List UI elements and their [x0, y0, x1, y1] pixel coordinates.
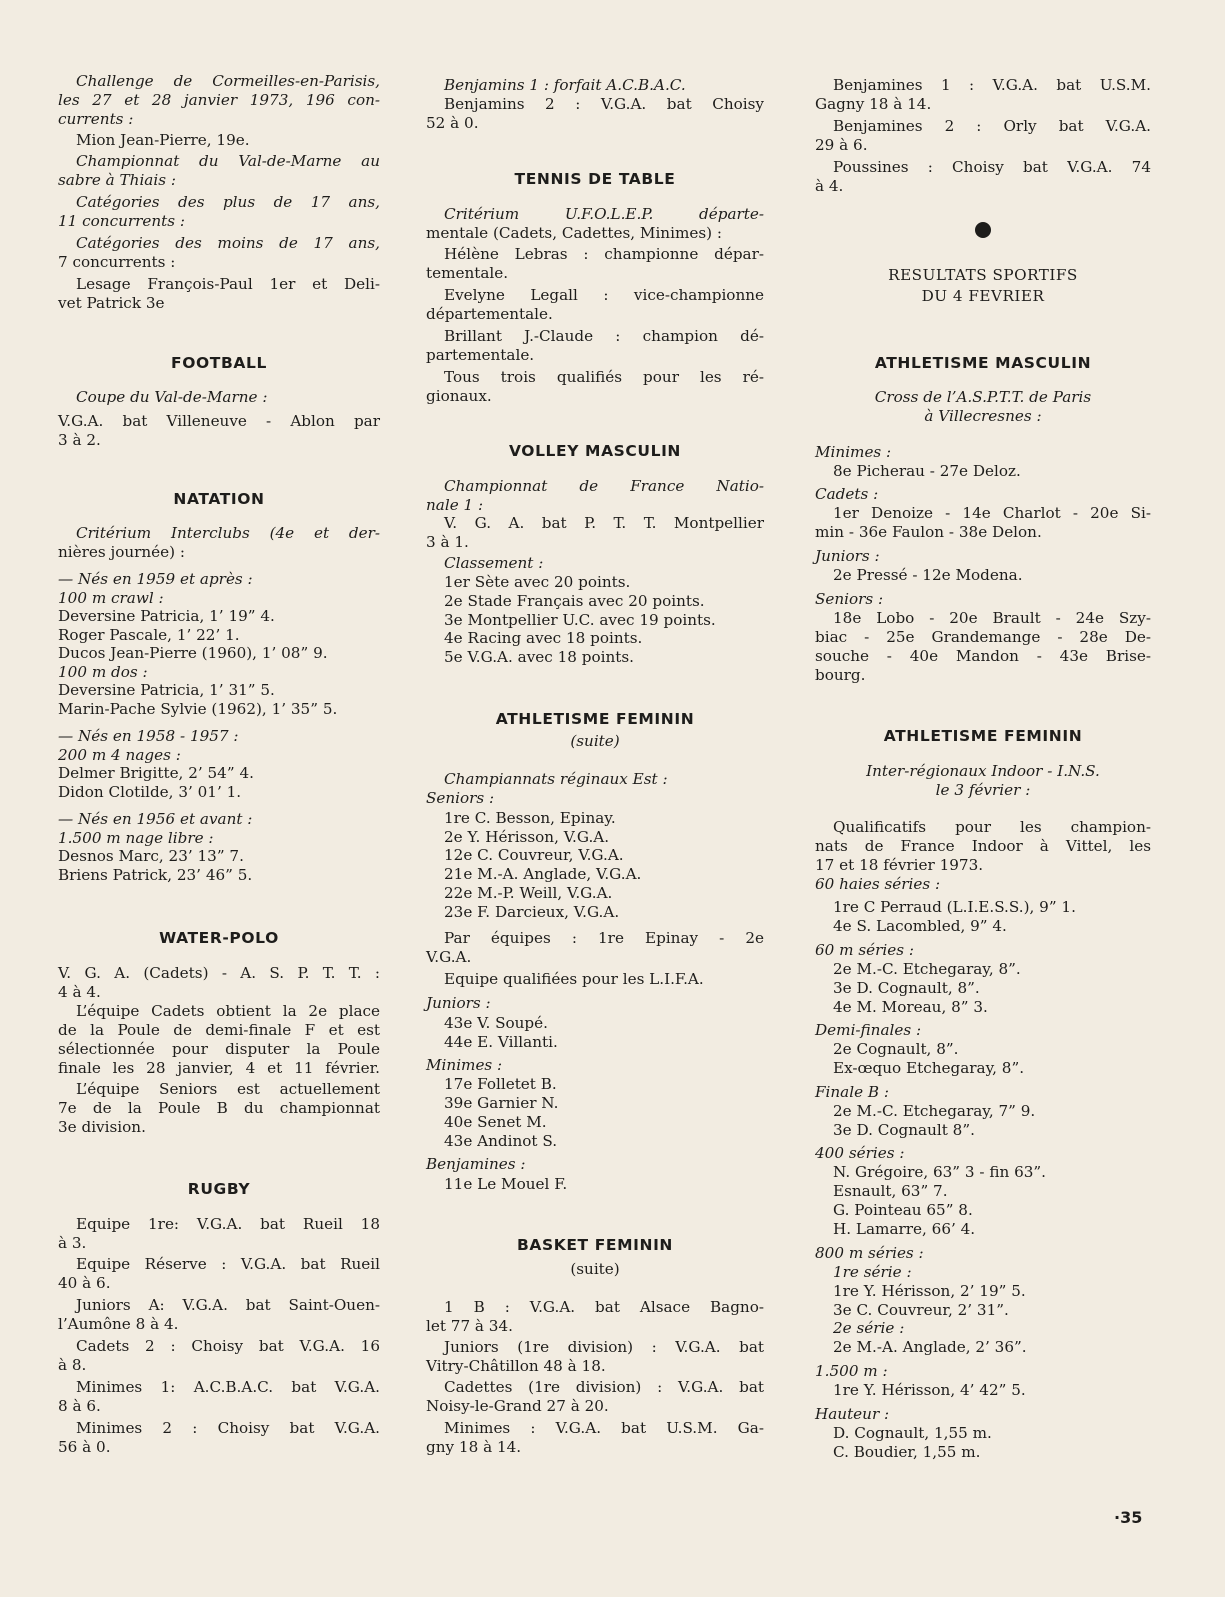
challenge-line-3: currents : — [58, 110, 134, 128]
criterium-line-1: Critérium Interclubs (4e et der- — [76, 524, 380, 542]
helene-2: tementale. — [426, 264, 509, 282]
rugby-line: Equipe Réserve : V.G.A. bat Rueil — [76, 1255, 380, 1273]
swim-result: Deversine Patricia, 1’ 31” 5. — [58, 681, 275, 699]
swim-event: 100 m dos : — [58, 663, 148, 681]
football-heading: FOOTBALL — [171, 354, 267, 372]
brillant-2: partementale. — [426, 346, 535, 364]
challenge-line-2: les 27 et 28 janvier 1973, 196 con- — [58, 91, 380, 109]
minimes-label: Minimes : — [426, 1056, 503, 1074]
waterpolo-para-4: finale les 28 janvier, 4 et 11 février. — [58, 1059, 380, 1077]
rugby-line: 56 à 0. — [58, 1438, 111, 1456]
waterpolo-heading: WATER-POLO — [159, 929, 279, 947]
senior-row: 23e F. Darcieux, V.G.A. — [444, 903, 620, 921]
fem-result: 1re Y. Hérisson, 4’ 42” 5. — [833, 1381, 1026, 1399]
resultats-title-1: RESULTATS SPORTIFS — [888, 266, 1078, 284]
fem-result: 2e M.-C. Etchegaray, 7” 9. — [833, 1102, 1036, 1120]
masc-category: Cadets : — [815, 485, 879, 503]
benjamins-2-line-1: Benjamins 2 : V.G.A. bat Choisy — [444, 95, 764, 113]
brillant-1: Brillant J.-Claude : champion dé- — [444, 327, 764, 345]
swim-result: Briens Patrick, 23’ 46” 5. — [58, 866, 253, 884]
basket-feminin-heading: BASKET FEMININ — [516, 1236, 674, 1254]
rugby-line: 8 à 6. — [58, 1397, 101, 1415]
fem-result: 1re Y. Hérisson, 2’ 19” 5. — [833, 1282, 1026, 1300]
rugby-line: Minimes 1: A.C.B.A.C. bat V.G.A. — [76, 1378, 380, 1396]
fem-result: Esnault, 63” 7. — [833, 1182, 948, 1200]
tous-1: Tous trois qualifiés pour les ré- — [444, 368, 764, 386]
qualificatifs-2: nats de France Indoor à Vittel, les — [815, 837, 1151, 855]
rugby-line: l’Aumône 8 à 4. — [58, 1315, 179, 1333]
par-equipes-1: Par équipes : 1re Epinay - 2e — [444, 929, 764, 947]
par-equipes-2: V.G.A. — [426, 948, 472, 966]
cat17plus-line-2: 11 concurrents : — [58, 212, 186, 230]
senior-row: 1re C. Besson, Epinay. — [444, 809, 616, 827]
swim-result: Didon Clotilde, 3’ 01’ 1. — [58, 783, 242, 801]
masc-result: 2e Pressé - 12e Modena. — [833, 566, 1023, 584]
masc-result: bourg. — [815, 666, 866, 684]
volley-champ-1: Championnat de France Natio- — [444, 477, 764, 495]
masc-result: 1er Denoize - 14e Charlot - 20e Si- — [833, 504, 1151, 522]
evelyne-1: Evelyne Legall : vice-championne — [444, 286, 764, 304]
lesage-line-1: Lesage François-Paul 1er et Deli- — [76, 275, 380, 293]
minime-row: 43e Andinot S. — [444, 1132, 558, 1150]
benjamines-label: Benjamines : — [426, 1155, 526, 1173]
cat17moins-line-1: Catégories des moins de 17 ans, — [76, 234, 380, 252]
criterium-line-2: nières journée) : — [58, 543, 186, 561]
championnats-regionaux: Champiannats réginaux Est : — [444, 770, 668, 788]
basket-suite: (suite) — [570, 1260, 620, 1278]
bullet-separator — [975, 222, 991, 238]
top-line: Benjamines 1 : V.G.A. bat U.S.M. — [833, 76, 1151, 94]
basket-line: gny 18 à 14. — [426, 1438, 522, 1456]
waterpolo-para-5: L’équipe Seniors est actuellement — [76, 1080, 380, 1098]
classement-row: 3e Montpellier U.C. avec 19 points. — [444, 611, 716, 629]
fem-event: Hauteur : — [815, 1405, 890, 1423]
lesage-line-2: vet Patrick 3e — [58, 294, 165, 312]
waterpolo-line-1: V. G. A. (Cadets) - A. S. P. T. T. : — [58, 964, 380, 982]
swim-event: 1.500 m nage libre : — [58, 829, 214, 847]
swim-result: Delmer Brigitte, 2’ 54” 4. — [58, 764, 254, 782]
fem-result: 4e M. Moreau, 8” 3. — [833, 998, 988, 1016]
rugby-line: Cadets 2 : Choisy bat V.G.A. 16 — [76, 1337, 380, 1355]
senior-row: 22e M.-P. Weill, V.G.A. — [444, 884, 613, 902]
fem-result: Ex-œquo Etchegaray, 8”. — [833, 1059, 1025, 1077]
swim-result: Deversine Patricia, 1’ 19” 4. — [58, 607, 275, 625]
athletisme-feminin-suite: (suite) — [570, 732, 620, 750]
fem-result: 2e M.-C. Etchegaray, 8”. — [833, 960, 1021, 978]
classement-row: 2e Stade Français avec 20 points. — [444, 592, 705, 610]
benjamine-row: 11e Le Mouel F. — [444, 1175, 568, 1193]
top-line: 29 à 6. — [815, 136, 868, 154]
fem-result: 3e D. Cognault 8”. — [833, 1121, 975, 1139]
seniors-label: Seniors : — [426, 789, 495, 807]
coupe-val-de-marne: Coupe du Val-de-Marne : — [76, 388, 268, 406]
serie-label: 1re série : — [833, 1263, 912, 1281]
fem-result: 4e S. Lacombled, 9” 4. — [833, 917, 1007, 935]
waterpolo-para-7: 3e division. — [58, 1118, 146, 1136]
fem-event: 60 haies séries : — [815, 875, 941, 893]
senior-row: 2e Y. Hérisson, V.G.A. — [444, 828, 610, 846]
fem-result: 3e D. Cognault, 8”. — [833, 979, 980, 997]
fem-result: D. Cognault, 1,55 m. — [833, 1424, 992, 1442]
fem-result: C. Boudier, 1,55 m. — [833, 1443, 981, 1461]
tennis-heading: TENNIS DE TABLE — [514, 170, 676, 188]
masc-result: 8e Picherau - 27e Deloz. — [833, 462, 1021, 480]
tous-2: gionaux. — [426, 387, 492, 405]
rugby-line: Minimes 2 : Choisy bat V.G.A. — [76, 1419, 380, 1437]
masc-category: Seniors : — [815, 590, 884, 608]
fem-result: 3e C. Couvreur, 2’ 31”. — [833, 1301, 1009, 1319]
volley-result-1: V. G. A. bat P. T. T. Montpellier — [444, 514, 764, 532]
criterium-ufolep-2: mentale (Cadets, Cadettes, Minimes) : — [426, 224, 722, 242]
swim-result: Ducos Jean-Pierre (1960), 1’ 08” 9. — [58, 644, 328, 662]
football-result-line-2: 3 à 2. — [58, 431, 101, 449]
champ-line-1: Championnat du Val-de-Marne au — [76, 152, 380, 170]
swim-event: 200 m 4 nages : — [58, 746, 181, 764]
helene-1: Hélène Lebras : championne dépar- — [444, 245, 764, 263]
top-line: à 4. — [815, 177, 844, 195]
resultats-title-2: DU 4 FEVRIER — [921, 287, 1045, 305]
fem-result: N. Grégoire, 63” 3 - fin 63”. — [833, 1163, 1047, 1181]
swim-category: — Nés en 1958 - 1957 : — [58, 727, 239, 745]
mion-result: Mion Jean-Pierre, 19e. — [76, 131, 250, 149]
natation-heading: NATATION — [173, 490, 265, 508]
fem-result: 2e M.-A. Anglade, 2’ 36”. — [833, 1338, 1027, 1356]
benjamins-2-line-2: 52 à 0. — [426, 114, 479, 132]
page-number: ·35 — [1114, 1508, 1143, 1527]
fem-event: 800 m séries : — [815, 1244, 924, 1262]
fem-result: 2e Cognault, 8”. — [833, 1040, 959, 1058]
athletisme-feminin-heading-2: ATHLETISME FEMININ — [883, 727, 1083, 745]
inter-regionaux-1: Inter-régionaux Indoor - I.N.S. — [866, 762, 1100, 780]
minime-row: 39e Garnier N. — [444, 1094, 559, 1112]
fem-result: G. Pointeau 65” 8. — [833, 1201, 973, 1219]
rugby-line: Juniors A: V.G.A. bat Saint-Ouen- — [76, 1296, 380, 1314]
waterpolo-para-3: sélectionnée pour disputer la Poule — [58, 1040, 380, 1058]
rugby-line: à 8. — [58, 1356, 87, 1374]
football-result-line-1: V.G.A. bat Villeneuve - Ablon par — [58, 412, 380, 430]
fem-result: 1re C Perraud (L.I.E.S.S.), 9” 1. — [833, 898, 1076, 916]
basket-line: Noisy-le-Grand 27 à 20. — [426, 1397, 609, 1415]
classement-row: 1er Sète avec 20 points. — [444, 573, 631, 591]
senior-row: 12e C. Couvreur, V.G.A. — [444, 846, 624, 864]
fem-result: H. Lamarre, 66’ 4. — [833, 1220, 976, 1238]
swim-category: — Nés en 1956 et avant : — [58, 810, 253, 828]
basket-line: Minimes : V.G.A. bat U.S.M. Ga- — [444, 1419, 764, 1437]
cross-line-1: Cross de l’A.S.P.T.T. de Paris — [874, 388, 1092, 406]
champ-line-2: sabre à Thiais : — [58, 171, 176, 189]
rugby-heading: RUGBY — [187, 1180, 251, 1198]
waterpolo-para-2: de la Poule de demi-finale F et est — [58, 1021, 380, 1039]
junior-row: 43e V. Soupé. — [444, 1014, 548, 1032]
volley-champ-2: nale 1 : — [426, 496, 484, 514]
rugby-line: Equipe 1re: V.G.A. bat Rueil 18 — [76, 1215, 380, 1233]
junior-row: 44e E. Villanti. — [444, 1033, 558, 1051]
juniors-label: Juniors : — [426, 994, 491, 1012]
benjamins-1: Benjamins 1 : forfait A.C.B.A.C. — [444, 76, 686, 94]
top-line: Benjamines 2 : Orly bat V.G.A. — [833, 117, 1151, 135]
waterpolo-line-2: 4 à 4. — [58, 983, 101, 1001]
cat17plus-line-1: Catégories des plus de 17 ans, — [76, 193, 380, 211]
fem-event: Finale B : — [815, 1083, 890, 1101]
senior-row: 21e M.-A. Anglade, V.G.A. — [444, 865, 642, 883]
criterium-ufolep-1: Critérium U.F.O.L.E.P. départe- — [444, 205, 764, 223]
volley-heading: VOLLEY MASCULIN — [508, 442, 682, 460]
basket-line: Juniors (1re division) : V.G.A. bat — [444, 1338, 764, 1356]
swim-result: Roger Pascale, 1’ 22’ 1. — [58, 626, 240, 644]
cat17moins-line-2: 7 concurrents : — [58, 253, 176, 271]
rugby-line: à 3. — [58, 1234, 87, 1252]
qualificatifs-3: 17 et 18 février 1973. — [815, 856, 984, 874]
swim-event: 100 m crawl : — [58, 589, 164, 607]
swim-category: — Nés en 1959 et après : — [58, 570, 253, 588]
classement-row: 4e Racing avec 18 points. — [444, 629, 643, 647]
inter-regionaux-2: le 3 février : — [935, 781, 1031, 799]
cross-line-2: à Villecresnes : — [924, 407, 1042, 425]
fem-event: 1.500 m : — [815, 1362, 888, 1380]
fem-event: 60 m séries : — [815, 941, 915, 959]
athletisme-feminin-heading: ATHLETISME FEMININ — [495, 710, 695, 728]
serie-label: 2e série : — [833, 1319, 905, 1337]
masc-result: 18e Lobo - 20e Brault - 24e Szy- — [833, 609, 1151, 627]
masc-category: Minimes : — [815, 443, 892, 461]
masc-category: Juniors : — [815, 547, 880, 565]
basket-line: 1 B : V.G.A. bat Alsace Bagno- — [444, 1298, 764, 1316]
volley-result-2: 3 à 1. — [426, 533, 469, 551]
masc-result: souche - 40e Mandon - 43e Brise- — [815, 647, 1151, 665]
rugby-line: 40 à 6. — [58, 1274, 111, 1292]
waterpolo-para-1: L’équipe Cadets obtient la 2e place — [76, 1002, 380, 1020]
basket-line: Cadettes (1re division) : V.G.A. bat — [444, 1378, 764, 1396]
challenge-line-1: Challenge de Cormeilles-en-Parisis, — [76, 72, 380, 90]
athletisme-masculin-heading: ATHLETISME MASCULIN — [874, 354, 1092, 372]
swim-result: Marin-Pache Sylvie (1962), 1’ 35” 5. — [58, 700, 338, 718]
equipe-qualifiees: Equipe qualifiées pour les L.I.F.A. — [444, 970, 704, 988]
minime-row: 40e Senet M. — [444, 1113, 547, 1131]
basket-line: let 77 à 34. — [426, 1317, 513, 1335]
masc-result: min - 36e Faulon - 38e Delon. — [815, 523, 1042, 541]
fem-event: Demi-finales : — [815, 1021, 922, 1039]
qualificatifs-1: Qualificatifs pour les champion- — [833, 818, 1151, 836]
masc-result: biac - 25e Grandemange - 28e De- — [815, 628, 1151, 646]
classement-row: 5e V.G.A. avec 18 points. — [444, 648, 634, 666]
top-line: Gagny 18 à 14. — [815, 95, 932, 113]
evelyne-2: départementale. — [426, 305, 553, 323]
minime-row: 17e Folletet B. — [444, 1075, 557, 1093]
waterpolo-para-6: 7e de la Poule B du championnat — [58, 1099, 380, 1117]
top-line: Poussines : Choisy bat V.G.A. 74 — [833, 158, 1151, 176]
swim-result: Desnos Marc, 23’ 13” 7. — [58, 847, 244, 865]
fem-event: 400 séries : — [815, 1144, 905, 1162]
basket-line: Vitry-Châtillon 48 à 18. — [426, 1357, 606, 1375]
classement-label: Classement : — [444, 554, 544, 572]
